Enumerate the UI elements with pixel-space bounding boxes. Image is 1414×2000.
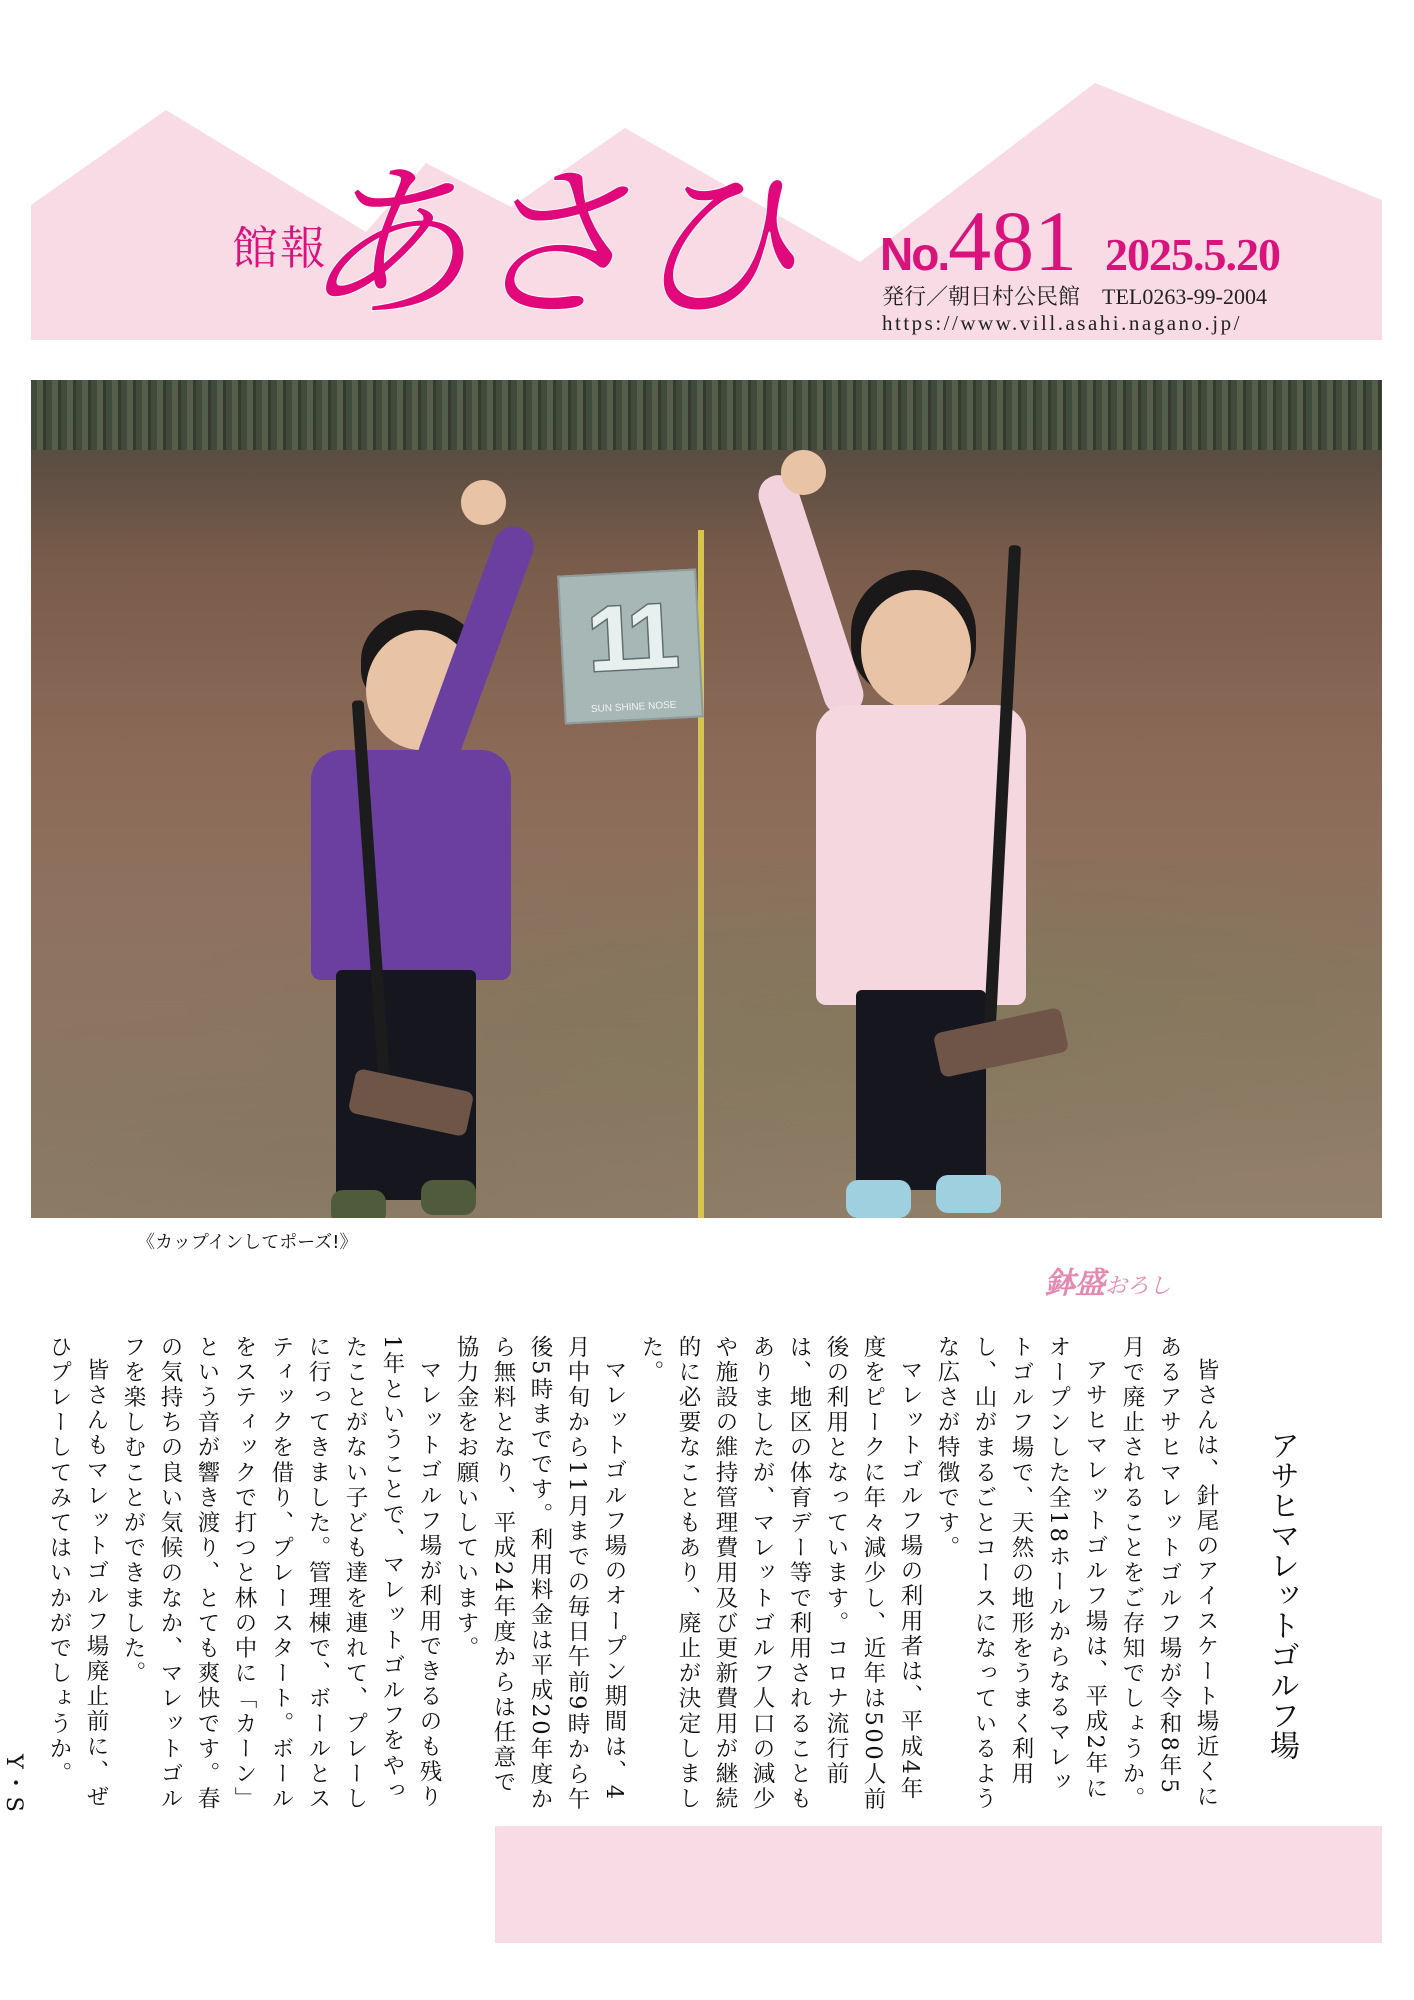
article-paragraph: アサヒマレットゴルフ場は、平成2年にオープンした全18ホールからなるマレットゴルフ場で、天然の地形をうまく利用し、山がまるごとコースになっているような広さが特徴です。 [934,1335,1108,1812]
publisher-name: 発行／朝日村公民館 [882,285,1081,310]
newsletter-title: あさひ [300,146,793,344]
article-paragraph: マレットゴルフ場が利用できるのも残り1年ということで、マレットゴルフをやったことがない子ども達を連れて、プレーしに行ってきました。管理棟で、ボールとスティックを借り、プレースタート。ボールをスティックで打つと林の中に「カーン」という音が響き渡り、とても爽快です。春の気持ちの良い気候のなか、マレットゴルフを楽しむことができました。 [120,1335,442,1812]
column-title-main: 鉢盛 [1045,1266,1105,1301]
issue-date: 2025.5.20 [1105,229,1280,280]
masthead-label: 館報 [232,221,328,275]
issue-number [880,193,1078,289]
photo-treeline [31,380,1382,450]
flag-subtext: SUN SHINE NOSE [590,699,677,716]
publisher-tel: TEL0263-99-2004 [1102,284,1267,309]
photo-caption: 《カップインしてポーズ!》 [137,1232,358,1253]
article-headline: アサヒマレットゴルフ場 [1264,1430,1299,1760]
footer-pink-box [495,1826,1382,1943]
issue-prefix: No. [880,228,949,280]
photo-ground [31,858,1382,1218]
issue-number-value: 481 [948,193,1078,289]
masthead [0,0,1414,350]
article-paragraph: マレットゴルフ場の利用者は、平成4年度をピークに年々減少し、近年は500人前後の利用となっています。コロナ流行前は、地区の体育デー等で利用されることもありましたが、マレットゴルフ人口の減少や施設の維持管理費用及び更新費用が継続的に必要なこともあり、廃止が決定しました。 [638,1335,923,1813]
photo-girl [771,460,1031,1218]
article-paragraph: 皆さんもマレットゴルフ場廃止前に、ぜひプレーしてみてはいかがでしょうか。 [46,1335,109,1810]
article-paragraph: 皆さんは、針尾のアイスケート場近くにあるアサヒマレットゴルフ場が令和8年5月で廃止されることをご存知でしょうか。 [1119,1335,1219,1812]
publisher-line [882,280,1267,311]
photo-hole-flag [557,568,704,724]
article-body [1,1335,1310,1815]
article-signature: Y・S [1,1754,27,1815]
cover-photo [31,380,1382,1218]
column-title [1045,1258,1171,1302]
column-title-sub: おろし [1105,1274,1172,1299]
website-url: https://www.vill.asahi.nagano.jp/ [882,311,1242,335]
article-paragraph: マレットゴルフ場のオープン期間は、4月中旬から11月までの毎日午前9時から午後5時までです。利用料金は平成20年度から無料となり、平成24年度からは任意で協力金をお願いしています。 [453,1335,627,1813]
flag-number: 11 [584,584,676,692]
